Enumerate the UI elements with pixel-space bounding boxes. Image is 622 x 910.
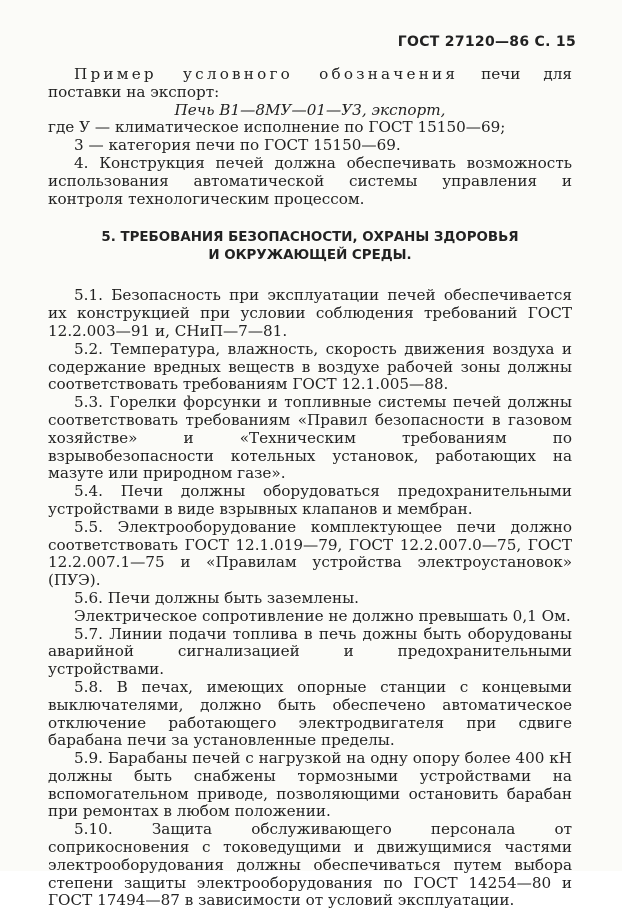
paragraph-5-8: 5.8. В печах, имеющих опорные станции с концевыми выключателями, должно быть обеспечено автоматическое отключение работающего электродвигателя при сдвиге барабана печи за установленные пределы.	[48, 677, 572, 750]
paragraph-5-7: 5.7. Линии подачи топлива в печь дожны быть оборудованы аварийной сигнализацией и предохранительными устройствами.	[48, 624, 572, 679]
spaced-label: Пример условного обозначения	[74, 65, 459, 83]
paragraph-4: 4. Конструкция печей должна обеспечивать возможность использования автоматической системы управления и контроля технологическим процессом.	[48, 153, 572, 208]
paragraph-5-10: 5.10. Защита обслуживающего персонала от соприкосновения с токоведущими и движущимися частями электрооборудования должны обеспечиваться путем выбора степени защиты электрооборудования по ГОСТ 14254—80 и ГОСТ 17494—87 в зависимости от условий эксплуатации.	[48, 820, 572, 910]
designation-intro-text: печи для поставки на экспорт:	[48, 65, 572, 101]
section-title-line-1: 5. ТРЕБОВАНИЯ БЕЗОПАСНОСТИ, ОХРАНЫ ЗДОРОВЬЯ	[101, 230, 519, 246]
paragraph-5-4: 5.4. Печи должны оборудоваться предохранительными устройствами в виде взрывных клапанов и мембран.	[48, 482, 572, 518]
document-body	[48, 66, 572, 910]
where-line-2: 3 — категория печи по ГОСТ 15150—69.	[74, 136, 401, 155]
paragraph-5-5: 5.5. Электрооборудование комплектующее печи должно соответствовать ГОСТ 12.1.019—79, ГОСТ 12.2.007.0—75, ГОСТ 12.2.007.1—75 и «Правилам устройства электроустановок» (ПУЭ).	[48, 517, 572, 590]
where-line-1: где У — климатическое исполнение по ГОСТ 15150—69;	[48, 118, 506, 137]
section-title-line-2: И ОКРУЖАЮЩЕЙ СРЕДЫ.	[208, 248, 412, 264]
paragraph-5-1: 5.1. Безопасность при эксплуатации печей обеспечивается их конструкцией при условии соблюдения требований ГОСТ 12.2.003—91 и, СНиП—7—81.	[48, 286, 572, 340]
paragraph-5-6: 5.6. Печи должны быть заземлены.	[74, 588, 360, 607]
designation-example-paragraph	[48, 66, 572, 102]
paragraph-5-9: 5.9. Барабаны печей с нагрузкой на одну опору более 400 кН должны быть снабжены тормозными устройствами на вспомогательном приводе, позволяющими остановить барабан при ремонтах в любом положении.	[48, 749, 572, 821]
paragraph-resistance: Электрическое сопротивление не должно превышать 0,1 Ом.	[74, 606, 571, 625]
designation-example: Печь В1—8МУ—01—У3, экспорт,	[174, 100, 446, 119]
paragraph-5-2: 5.2. Температура, влажность, скорость движения воздуха и содержание вредных веществ в воздухе рабочей зоны должны соответствовать требованиям ГОСТ 12.1.005—88.	[48, 339, 572, 394]
section-title	[48, 229, 572, 265]
paragraph-5-3: 5.3. Горелки форсунки и топливные системы печей должны соответствовать требованиям «Правил безопасности в газовом хозяйстве» и «Техническим требованиям по взрывобезопасности котельных установок, работающих на мазуте или природном газе».	[48, 393, 572, 483]
page-header: ГОСТ 27120—86 С. 15	[397, 34, 576, 50]
